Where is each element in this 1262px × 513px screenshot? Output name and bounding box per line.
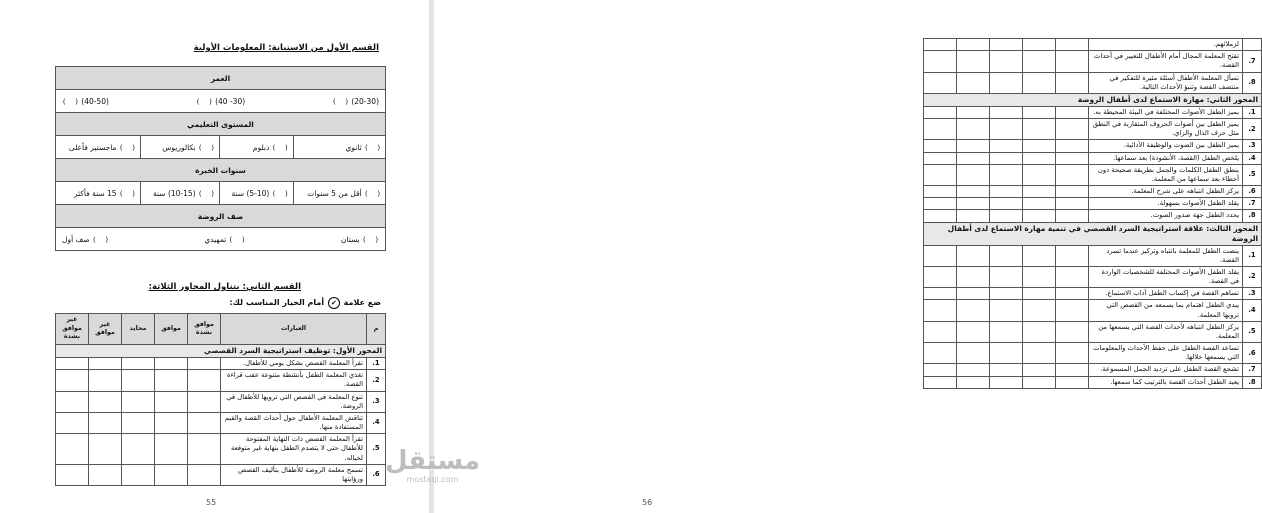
- age-options-row: [56, 90, 386, 113]
- table-row: [924, 364, 1262, 376]
- table-row: [924, 210, 1262, 222]
- table-row: [924, 140, 1262, 152]
- table-row: [924, 343, 1262, 364]
- response-cell[interactable]: [155, 434, 188, 465]
- table-row: [56, 412, 386, 433]
- response-cell[interactable]: [1023, 321, 1056, 342]
- item-statement: تشجع القصة الطفل على ترديد الجمل المسموعة.: [1089, 364, 1243, 376]
- item-number: 2.: [1243, 119, 1262, 140]
- item-statement: ينصت الطفل للمعلمة بانتباه وتركيز عندما تسرد القصة.: [1089, 245, 1243, 266]
- item-statement: يركز الطفل انتباهه لأحداث القصة التي يسمعها من المعلمة.: [1089, 321, 1243, 342]
- table-row: [924, 164, 1262, 185]
- demographics-table: [55, 66, 386, 251]
- axis2-title: المحور الثاني: مهارة الاستماع لدى أطفال الروضة: [924, 93, 1262, 106]
- response-cell[interactable]: [1023, 152, 1056, 164]
- axis2-axis3-table: [923, 38, 1262, 389]
- education-option[interactable]: ( ) ماجستير فأعلى: [56, 136, 141, 159]
- response-cell[interactable]: [957, 343, 990, 364]
- response-cell[interactable]: [957, 198, 990, 210]
- response-cell[interactable]: [924, 321, 957, 342]
- item-number: 2.: [1243, 266, 1262, 287]
- item-statement: تسمح معلمة الروضة للأطفال بتأليف القصص ورؤايتها: [221, 464, 367, 485]
- watermark: [385, 447, 480, 484]
- response-cell[interactable]: [1056, 288, 1089, 300]
- table-row: [924, 300, 1262, 321]
- instruction: ضع علامة ✔ أمام الخيار المناسب لك:: [229, 298, 381, 307]
- response-cell[interactable]: [924, 106, 957, 118]
- response-cell[interactable]: [188, 357, 221, 369]
- response-cell[interactable]: [56, 391, 89, 412]
- response-cell[interactable]: [924, 364, 957, 376]
- axis2-items: [924, 106, 1262, 222]
- response-cell[interactable]: [155, 357, 188, 369]
- response-cell[interactable]: [990, 210, 1023, 222]
- item-number: 1.: [1243, 106, 1262, 118]
- response-cell[interactable]: [122, 370, 155, 391]
- response-cell[interactable]: [122, 434, 155, 465]
- response-cell[interactable]: [1023, 364, 1056, 376]
- item-statement: يميز الطفل بين أصوات الحروف المتقاربة في النطق مثل حرف الذال والزاي.: [1089, 119, 1243, 140]
- item-number: 6.: [1243, 343, 1262, 364]
- item-statement: تناقش المعلمة الأطفال حول أحداث القصة والقيم المستفادة منها.: [221, 412, 367, 433]
- item-number: 7.: [1243, 364, 1262, 376]
- item-statement: يركز الطفل انتباهه على شرح المعلمة.: [1089, 186, 1243, 198]
- age-heading-row: [56, 67, 386, 90]
- item-number: 8.: [1243, 376, 1262, 388]
- response-cell[interactable]: [56, 357, 89, 369]
- item-statement: تفتح المعلمة المجال أمام الأطفال للتغيير في أحداث القصة.: [1089, 51, 1243, 72]
- education-option[interactable]: ( ) بكالوريوس: [140, 136, 219, 159]
- response-cell[interactable]: [1056, 51, 1089, 72]
- response-cell[interactable]: [990, 186, 1023, 198]
- experience-options-row: [56, 182, 386, 205]
- response-cell[interactable]: [990, 72, 1023, 93]
- watermark-logo: مستقل: [385, 446, 481, 476]
- response-cell[interactable]: [924, 288, 957, 300]
- response-cell[interactable]: [924, 164, 957, 185]
- response-cell[interactable]: [990, 364, 1023, 376]
- response-cell[interactable]: [957, 186, 990, 198]
- response-cell[interactable]: [1023, 164, 1056, 185]
- response-cell[interactable]: [924, 51, 957, 72]
- response-cell[interactable]: [990, 39, 1023, 51]
- item-statement: تقرأ المعلمة القصص بشكل يومي للأطفال.: [221, 357, 367, 369]
- response-cell[interactable]: [924, 210, 957, 222]
- item-statement: يلخص الطفل (القصة، الأنشودة) بعد سماعها.: [1089, 152, 1243, 164]
- response-cell[interactable]: [188, 434, 221, 465]
- response-cell[interactable]: [188, 370, 221, 391]
- item-number: 4.: [1243, 300, 1262, 321]
- response-cell[interactable]: [957, 245, 990, 266]
- response-cell[interactable]: [924, 245, 957, 266]
- table-row: [924, 198, 1262, 210]
- response-cell[interactable]: [924, 72, 957, 93]
- section2-title: القسم الثاني: يتناول المحاور الثلاثة:: [148, 282, 301, 292]
- response-cell[interactable]: [957, 266, 990, 287]
- response-cell[interactable]: [924, 266, 957, 287]
- table-row: [56, 357, 386, 369]
- response-cell[interactable]: [1056, 140, 1089, 152]
- response-cell[interactable]: [1056, 164, 1089, 185]
- response-cell[interactable]: [957, 106, 990, 118]
- grade-heading: صف الروضة: [56, 205, 386, 228]
- item-number: 1.: [1243, 245, 1262, 266]
- response-cell[interactable]: [1023, 210, 1056, 222]
- response-cell[interactable]: [957, 119, 990, 140]
- item-number: 8.: [1243, 210, 1262, 222]
- response-cell[interactable]: [957, 210, 990, 222]
- response-cell[interactable]: [1056, 343, 1089, 364]
- response-cell[interactable]: [1056, 72, 1089, 93]
- response-cell[interactable]: [990, 343, 1023, 364]
- response-cell[interactable]: [990, 376, 1023, 388]
- response-cell[interactable]: [990, 321, 1023, 342]
- table-row: [56, 434, 386, 465]
- response-cell[interactable]: [957, 288, 990, 300]
- response-cell[interactable]: [1023, 186, 1056, 198]
- item-number: 5.: [1243, 321, 1262, 342]
- axis3-items: [924, 245, 1262, 388]
- education-heading-row: [56, 113, 386, 136]
- response-cell[interactable]: [1023, 51, 1056, 72]
- item-number: 7.: [1243, 51, 1262, 72]
- item-number: 5.: [367, 434, 386, 465]
- response-cell[interactable]: [990, 245, 1023, 266]
- page-56: [434, 0, 1258, 513]
- item-number: 6.: [367, 464, 386, 485]
- response-cell[interactable]: [89, 391, 122, 412]
- response-cell[interactable]: [990, 51, 1023, 72]
- response-cell[interactable]: [957, 140, 990, 152]
- response-cell[interactable]: [122, 464, 155, 485]
- table-row: [924, 72, 1262, 93]
- response-cell[interactable]: [1056, 245, 1089, 266]
- item-statement: يبدي الطفل اهتمام بما يسمعه من القصص التي ترويها المعلمة.: [1089, 300, 1243, 321]
- table-row: [56, 464, 386, 485]
- response-cell[interactable]: [89, 412, 122, 433]
- header-statements: العبارات: [221, 314, 367, 345]
- table-header-row: [56, 314, 386, 345]
- response-cell[interactable]: [89, 370, 122, 391]
- age-option[interactable]: (40-50) ( ): [62, 96, 109, 106]
- age-option[interactable]: (20-30) ( ): [332, 96, 379, 106]
- table-row: [924, 288, 1262, 300]
- response-cell[interactable]: [990, 106, 1023, 118]
- response-cell[interactable]: [56, 464, 89, 485]
- response-cell[interactable]: [957, 152, 990, 164]
- experience-option[interactable]: ( ) 15 سنة فأكثر: [56, 182, 141, 205]
- response-cell[interactable]: [957, 72, 990, 93]
- response-cell[interactable]: [155, 391, 188, 412]
- experience-option[interactable]: ( ) أقل من 5 سنوات: [293, 182, 385, 205]
- section1-title: القسم الأول من الاستبانة: المعلومات الأولية: [193, 43, 379, 53]
- response-cell[interactable]: [1023, 39, 1056, 51]
- header-agree: موافق: [155, 314, 188, 345]
- response-cell[interactable]: [924, 119, 957, 140]
- response-cell[interactable]: [1023, 245, 1056, 266]
- response-cell[interactable]: [1056, 364, 1089, 376]
- item-statement: تقرأ المعلمة القصص ذات النهاية المفتوحة للأطفال حتى لا يتصدم الطفل بنهاية غير متوقعة لخياله.: [221, 434, 367, 465]
- item-statement: يقلد الطفل الأصوات المختلفة للشخصيات الواردة في القصة.: [1089, 266, 1243, 287]
- response-cell[interactable]: [1056, 198, 1089, 210]
- response-cell[interactable]: [56, 434, 89, 465]
- response-cell[interactable]: [957, 39, 990, 51]
- response-cell[interactable]: [89, 357, 122, 369]
- grade-options-row: [56, 228, 386, 251]
- item-statement: ينطق الطفل الكلمات والجمل بطريقة صحيحة دون أخطاء بعد سماعها من المعلمة.: [1089, 164, 1243, 185]
- continued-items: [924, 39, 1262, 94]
- grade-heading-row: [56, 205, 386, 228]
- response-cell[interactable]: [1023, 119, 1056, 140]
- response-cell[interactable]: [924, 39, 957, 51]
- item-statement: يعيد الطفل أحداث القصة بالترتيب كما سمعها.: [1089, 376, 1243, 388]
- axis1-items: [56, 357, 386, 485]
- response-cell[interactable]: [1056, 186, 1089, 198]
- header-num: م: [367, 314, 386, 345]
- header-strongly-agree: موافق بشدة: [188, 314, 221, 345]
- response-cell[interactable]: [957, 51, 990, 72]
- response-cell[interactable]: [1023, 106, 1056, 118]
- table-row: [924, 106, 1262, 118]
- response-cell[interactable]: [1056, 300, 1089, 321]
- response-cell[interactable]: [122, 412, 155, 433]
- table-row: [924, 152, 1262, 164]
- response-cell[interactable]: [990, 119, 1023, 140]
- item-number: 1.: [367, 357, 386, 369]
- response-cell[interactable]: [1023, 266, 1056, 287]
- response-cell[interactable]: [990, 288, 1023, 300]
- response-cell[interactable]: [1056, 210, 1089, 222]
- response-cell[interactable]: [56, 412, 89, 433]
- item-statement: تسأل المعلمة الأطفال أسئلة مثيرة للتفكير في منتصف القصة وتنبؤ الأحداث التالية.: [1089, 72, 1243, 93]
- header-disagree: غير موافق: [89, 314, 122, 345]
- item-statement: يقلد الطفل الأصوات بسهولة.: [1089, 198, 1243, 210]
- axis1-table: [55, 313, 386, 486]
- watermark-url: mostaql.com: [406, 475, 459, 484]
- response-cell[interactable]: [1023, 288, 1056, 300]
- response-cell[interactable]: [1023, 140, 1056, 152]
- response-cell[interactable]: [1056, 266, 1089, 287]
- response-cell[interactable]: [1023, 343, 1056, 364]
- response-cell[interactable]: [89, 464, 122, 485]
- response-cell[interactable]: [990, 266, 1023, 287]
- item-statement: يميز الطفل الأصوات المختلفة في البيئة المحيطة به.: [1089, 106, 1243, 118]
- response-cell[interactable]: [1023, 198, 1056, 210]
- table-row: [924, 266, 1262, 287]
- axis3-title: المحور الثالث: علاقة استراتيجية السرد القصصي في تنمية مهارة الاستماع لدى أطفال الروضة: [924, 222, 1262, 245]
- header-strongly-disagree: غير موافق بشدة: [56, 314, 89, 345]
- response-cell[interactable]: [122, 391, 155, 412]
- response-cell[interactable]: [188, 464, 221, 485]
- response-cell[interactable]: [155, 412, 188, 433]
- age-heading: العمر: [56, 67, 386, 90]
- grade-option[interactable]: ( ) تمهيدي: [204, 234, 246, 244]
- response-cell[interactable]: [188, 391, 221, 412]
- axis-row: [56, 345, 386, 358]
- item-number: 8.: [1243, 72, 1262, 93]
- response-cell[interactable]: [122, 357, 155, 369]
- table-row: [56, 391, 386, 412]
- experience-option[interactable]: ( ) (5-10) سنة: [219, 182, 293, 205]
- page-number: 56: [642, 498, 653, 507]
- axis-row: [924, 222, 1262, 245]
- experience-option[interactable]: ( ) (10-15) سنة: [140, 182, 219, 205]
- table-row: [924, 321, 1262, 342]
- response-cell[interactable]: [1056, 39, 1089, 51]
- response-cell[interactable]: [1023, 72, 1056, 93]
- item-number: 6.: [1243, 186, 1262, 198]
- table-row: [924, 119, 1262, 140]
- table-row: [924, 376, 1262, 388]
- page-55: [0, 0, 429, 513]
- response-cell[interactable]: [924, 343, 957, 364]
- response-cell[interactable]: [1056, 106, 1089, 118]
- response-cell[interactable]: [990, 300, 1023, 321]
- response-cell[interactable]: [957, 376, 990, 388]
- response-cell[interactable]: [924, 186, 957, 198]
- item-number: 2.: [367, 370, 386, 391]
- response-cell[interactable]: [1023, 376, 1056, 388]
- response-cell[interactable]: [1056, 376, 1089, 388]
- axis1-title: المحور الأول: توظيف استراتيجية السرد القصصي: [56, 345, 386, 358]
- response-cell[interactable]: [1056, 119, 1089, 140]
- experience-heading: سنوات الخبرة: [56, 159, 386, 182]
- item-number: 3.: [1243, 140, 1262, 152]
- response-cell[interactable]: [89, 434, 122, 465]
- item-number: 3.: [367, 391, 386, 412]
- response-cell[interactable]: [1056, 321, 1089, 342]
- response-cell[interactable]: [188, 412, 221, 433]
- education-options-row: [56, 136, 386, 159]
- axis-row: [924, 93, 1262, 106]
- experience-heading-row: [56, 159, 386, 182]
- item-number: 3.: [1243, 288, 1262, 300]
- table-row: [924, 51, 1262, 72]
- page-number: 55: [206, 498, 217, 507]
- response-cell[interactable]: [56, 370, 89, 391]
- education-option[interactable]: ( ) ثانوي: [293, 136, 385, 159]
- response-cell[interactable]: [957, 300, 990, 321]
- response-cell[interactable]: [1023, 300, 1056, 321]
- response-cell[interactable]: [924, 376, 957, 388]
- response-cell[interactable]: [1056, 152, 1089, 164]
- response-cell[interactable]: [957, 164, 990, 185]
- response-cell[interactable]: [155, 464, 188, 485]
- response-cell[interactable]: [990, 164, 1023, 185]
- item-statement: يميز الطفل بين الصوت والوظيفة الأدائية.: [1089, 140, 1243, 152]
- checkmark-icon: ✔: [328, 297, 340, 309]
- response-cell[interactable]: [155, 370, 188, 391]
- table-row: [56, 370, 386, 391]
- item-number: 4.: [367, 412, 386, 433]
- table-row: [924, 186, 1262, 198]
- age-option[interactable]: (30- 40) ( ): [195, 96, 246, 106]
- response-cell[interactable]: [924, 198, 957, 210]
- response-cell[interactable]: [924, 300, 957, 321]
- item-number: 4.: [1243, 152, 1262, 164]
- item-statement: تنوع المعلمة في القصص التي ترويها للأطفال في الروضة.: [221, 391, 367, 412]
- item-number: 5.: [1243, 164, 1262, 185]
- response-cell[interactable]: [990, 152, 1023, 164]
- grade-option[interactable]: ( ) صف أول: [62, 234, 109, 244]
- response-cell[interactable]: [924, 140, 957, 152]
- table-row: [924, 245, 1262, 266]
- item-statement: لزملائهم.: [1089, 39, 1243, 51]
- item-statement: تساهم القصة في إكساب الطفل آداب الاستماع.: [1089, 288, 1243, 300]
- response-cell[interactable]: [990, 198, 1023, 210]
- education-heading: المستوى التعليمي: [56, 113, 386, 136]
- header-neutral: محايد: [122, 314, 155, 345]
- response-cell[interactable]: [957, 321, 990, 342]
- response-cell[interactable]: [990, 140, 1023, 152]
- education-option[interactable]: ( ) دبلوم: [219, 136, 293, 159]
- response-cell[interactable]: [924, 152, 957, 164]
- item-statement: يحدد الطفل جهة صدور الصوت.: [1089, 210, 1243, 222]
- item-number: 7.: [1243, 198, 1262, 210]
- item-statement: تغذي المعلمة الطفل بأنشطة متنوعة عقب قراءة القصة.: [221, 370, 367, 391]
- response-cell[interactable]: [957, 364, 990, 376]
- grade-option[interactable]: ( ) بستان: [340, 234, 379, 244]
- item-statement: تساعد القصة الطفل على حفظ الأحداث والمعلومات التي يسمعها خلالها.: [1089, 343, 1243, 364]
- item-number: [1243, 39, 1262, 51]
- table-row: [924, 39, 1262, 51]
